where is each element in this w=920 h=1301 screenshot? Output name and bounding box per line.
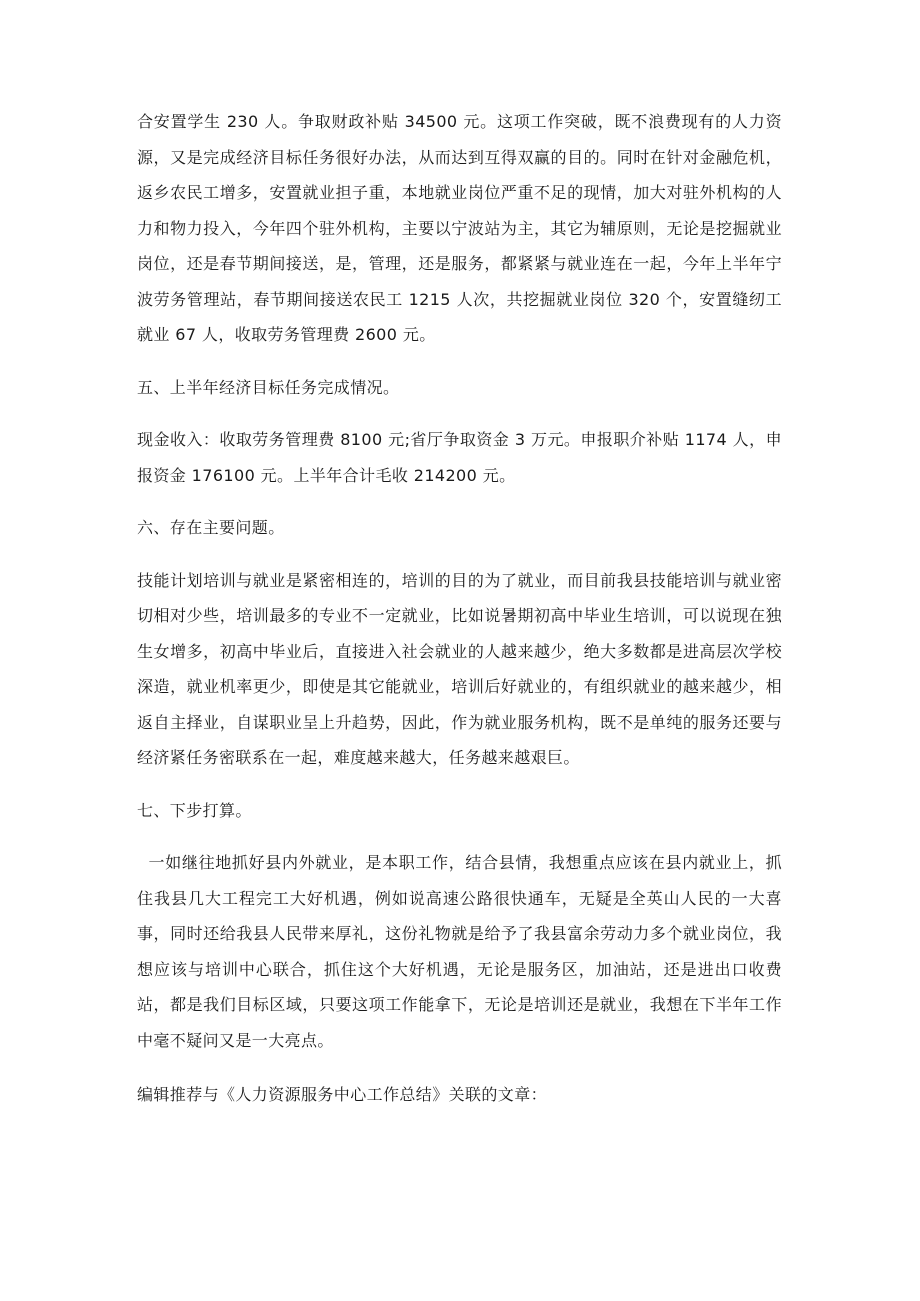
paragraph-main-problems: 技能计划培训与就业是紧密相连的，培训的目的为了就业，而目前我县技能培训与就业密切相对少些，培训最多的专业不一定就业，比如说暑期初高中毕业生培训，可以说现在独生女增多，初高中毕业后，直接进入社会就业的人越来越少，绝大多数都是进高层次学校深造，就业机率更少，即使是其它能就业，培训后好就业的，有组织就业的越来越少，相返自主择业，自谋职业呈上升趋势，因此，作为就业服务机构，既不是单纯的服务还要与经济紧任务密联系在一起，难度越来越大，任务越来越艰巨。	[137, 570, 782, 767]
heading-section-six: 六、存在主要问题。	[137, 518, 285, 537]
paragraph-cash-income: 现金收入：收取劳务管理费 8100 元;省厅争取资金 3 万元。申报职介补贴 1174 人，申报资金 176100 元。上半年合计毛收 214200 元。	[137, 430, 782, 485]
heading-section-five: 五、上半年经济目标任务完成情况。	[137, 377, 400, 397]
document-body	[137, 104, 782, 1113]
paragraph-placement-results: 合安置学生 230 人。争取财政补贴 34500 元。这项工作突破，既不浪费现有的人力资源，又是完成经济目标任务很好办法，从而达到互得双赢的目的。同时在针对金融危机，返乡农民工增多，安置就业担子重，本地就业岗位严重不足的现情，加大对驻外机构的人力和物力投入，今年四个驻外机构，主要以宁波站为主，其它为辅原则，无论是挖掘就业岗位，还是春节期间接送，是，管理，还是服务，都紧紧与就业连在一起，今年上半年宁波劳务管理站，春节期间接送农民工 1215 人次，共挖掘就业岗位 320 个，安置缝纫工就业 67 人，收取劳务管理费 2600 元。	[137, 112, 782, 344]
related-articles-heading: 编辑推荐与《人力资源服务中心工作总结》关联的文章：	[137, 1085, 548, 1104]
heading-section-seven: 七、下步打算。	[137, 800, 252, 820]
paragraph-next-plan: 一如继往地抓好县内外就业，是本职工作，结合县情，我想重点应该在县内就业上，抓住我县几大工程完工大好机遇，例如说高速公路很快通车，无疑是全英山人民的一大喜事，同时还给我县人民带来厚礼，这份礼物就是给予了我县富余劳动力多个就业岗位，我想应该与培训中心联合，抓住这个大好机遇，无论是服务区，加油站，还是进出口收费站，都是我们目标区域，只要这项工作能拿下，无论是培训还是就业，我想在下半年工作中毫不疑问又是一大亮点。	[137, 853, 782, 1050]
